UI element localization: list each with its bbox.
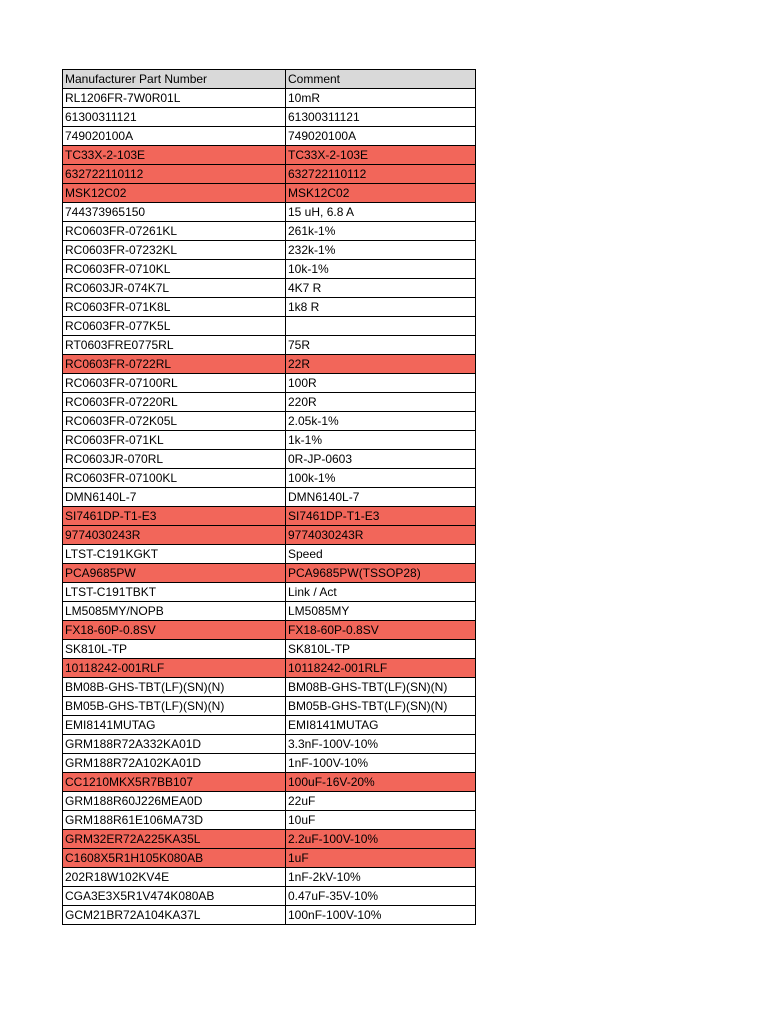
comment-cell[interactable]: 1nF-100V-10% <box>286 754 476 773</box>
part-number-cell[interactable]: EMI8141MUTAG <box>63 716 286 735</box>
comment-cell[interactable]: 10118242-001RLF <box>286 659 476 678</box>
table-row <box>63 317 476 336</box>
table-row <box>63 735 476 754</box>
comment-cell[interactable]: 2.05k-1% <box>286 412 476 431</box>
comment-cell[interactable]: 10k-1% <box>286 260 476 279</box>
part-number-cell[interactable]: RC0603FR-072K05L <box>63 412 286 431</box>
table-row <box>63 374 476 393</box>
table-row <box>63 564 476 583</box>
part-number-cell[interactable]: 10118242-001RLF <box>63 659 286 678</box>
part-number-cell[interactable]: 9774030243R <box>63 526 286 545</box>
table-row <box>63 241 476 260</box>
part-number-cell[interactable]: 61300311121 <box>63 108 286 127</box>
comment-cell[interactable]: 22R <box>286 355 476 374</box>
part-number-cell[interactable]: RC0603FR-07100KL <box>63 469 286 488</box>
comment-cell[interactable]: 15 uH, 6.8 A <box>286 203 476 222</box>
part-number-cell[interactable]: RC0603FR-07261KL <box>63 222 286 241</box>
comment-cell[interactable]: Link / Act <box>286 583 476 602</box>
part-number-cell[interactable]: RC0603FR-071K8L <box>63 298 286 317</box>
part-number-cell[interactable]: RT0603FRE0775RL <box>63 336 286 355</box>
comment-cell[interactable]: BM08B-GHS-TBT(LF)(SN)(N) <box>286 678 476 697</box>
comment-cell[interactable]: 61300311121 <box>286 108 476 127</box>
comment-cell[interactable]: 2.2uF-100V-10% <box>286 830 476 849</box>
column-header-comment[interactable]: Comment <box>286 70 476 89</box>
comment-cell[interactable]: FX18-60P-0.8SV <box>286 621 476 640</box>
comment-cell[interactable]: Speed <box>286 545 476 564</box>
comment-cell[interactable]: 100uF-16V-20% <box>286 773 476 792</box>
table-row <box>63 773 476 792</box>
part-number-cell[interactable]: 744373965150 <box>63 203 286 222</box>
part-number-cell[interactable]: SI7461DP-T1-E3 <box>63 507 286 526</box>
comment-cell[interactable]: SK810L-TP <box>286 640 476 659</box>
comment-cell[interactable]: 10mR <box>286 89 476 108</box>
table-row <box>63 222 476 241</box>
header-row <box>63 70 476 89</box>
table-row <box>63 412 476 431</box>
table-row <box>63 146 476 165</box>
table-row <box>63 887 476 906</box>
table-row <box>63 108 476 127</box>
comment-cell[interactable]: 232k-1% <box>286 241 476 260</box>
part-number-cell[interactable]: CC1210MKX5R7BB107 <box>63 773 286 792</box>
parts-sheet <box>62 69 475 925</box>
table-row <box>63 868 476 887</box>
comment-cell[interactable]: 10uF <box>286 811 476 830</box>
table-row <box>63 906 476 925</box>
table-row <box>63 355 476 374</box>
part-number-cell[interactable]: BM08B-GHS-TBT(LF)(SN)(N) <box>63 678 286 697</box>
comment-cell[interactable]: EMI8141MUTAG <box>286 716 476 735</box>
comment-cell[interactable]: 632722110112 <box>286 165 476 184</box>
part-number-cell[interactable]: GRM188R72A102KA01D <box>63 754 286 773</box>
table-row <box>63 469 476 488</box>
table-row <box>63 184 476 203</box>
comment-cell[interactable]: 75R <box>286 336 476 355</box>
part-number-cell[interactable]: GRM188R61E106MA73D <box>63 811 286 830</box>
part-number-cell[interactable]: RC0603FR-077K5L <box>63 317 286 336</box>
part-number-cell[interactable]: LM5085MY/NOPB <box>63 602 286 621</box>
comment-cell[interactable]: 1nF-2kV-10% <box>286 868 476 887</box>
comment-cell[interactable]: 0R-JP-0603 <box>286 450 476 469</box>
part-number-cell[interactable]: RC0603FR-07100RL <box>63 374 286 393</box>
table-row <box>63 697 476 716</box>
comment-cell[interactable]: 100k-1% <box>286 469 476 488</box>
part-number-cell[interactable]: PCA9685PW <box>63 564 286 583</box>
part-number-cell[interactable]: RC0603FR-071KL <box>63 431 286 450</box>
comment-cell[interactable]: BM05B-GHS-TBT(LF)(SN)(N) <box>286 697 476 716</box>
table-row <box>63 165 476 184</box>
table-row <box>63 336 476 355</box>
part-number-cell[interactable]: RC0603JR-070RL <box>63 450 286 469</box>
comment-cell[interactable] <box>286 317 476 336</box>
comment-cell[interactable]: 22uF <box>286 792 476 811</box>
table-row <box>63 621 476 640</box>
comment-cell[interactable]: 749020100A <box>286 127 476 146</box>
table-row <box>63 830 476 849</box>
table-row <box>63 811 476 830</box>
part-number-cell[interactable]: TC33X-2-103E <box>63 146 286 165</box>
table-row <box>63 583 476 602</box>
part-number-cell[interactable]: GRM32ER72A225KA35L <box>63 830 286 849</box>
comment-cell[interactable]: 0.47uF-35V-10% <box>286 887 476 906</box>
comment-cell[interactable]: 220R <box>286 393 476 412</box>
comment-cell[interactable]: SI7461DP-T1-E3 <box>286 507 476 526</box>
table-row <box>63 260 476 279</box>
table-row <box>63 716 476 735</box>
table-row <box>63 640 476 659</box>
comment-cell[interactable]: 4K7 R <box>286 279 476 298</box>
part-number-cell[interactable]: SK810L-TP <box>63 640 286 659</box>
table-row <box>63 127 476 146</box>
part-number-cell[interactable]: DMN6140L-7 <box>63 488 286 507</box>
table-row <box>63 203 476 222</box>
part-number-cell[interactable]: RC0603FR-07220RL <box>63 393 286 412</box>
table-row <box>63 659 476 678</box>
table-row <box>63 298 476 317</box>
part-number-cell[interactable]: LTST-C191KGKT <box>63 545 286 564</box>
part-number-cell[interactable]: GRM188R60J226MEA0D <box>63 792 286 811</box>
part-number-cell[interactable]: BM05B-GHS-TBT(LF)(SN)(N) <box>63 697 286 716</box>
comment-cell[interactable]: 1k8 R <box>286 298 476 317</box>
parts-table-body <box>63 89 476 925</box>
table-row <box>63 450 476 469</box>
table-row <box>63 792 476 811</box>
table-row <box>63 488 476 507</box>
table-row <box>63 507 476 526</box>
part-number-cell[interactable]: RC0603JR-074K7L <box>63 279 286 298</box>
comment-cell[interactable]: 1k-1% <box>286 431 476 450</box>
column-header-part-number[interactable]: Manufacturer Part Number <box>63 70 286 89</box>
comment-cell[interactable]: LM5085MY <box>286 602 476 621</box>
comment-cell[interactable]: 1uF <box>286 849 476 868</box>
comment-cell[interactable]: DMN6140L-7 <box>286 488 476 507</box>
part-number-cell[interactable]: RC0603FR-0710KL <box>63 260 286 279</box>
part-number-cell[interactable]: MSK12C02 <box>63 184 286 203</box>
table-row <box>63 89 476 108</box>
comment-cell[interactable]: TC33X-2-103E <box>286 146 476 165</box>
table-row <box>63 602 476 621</box>
parts-table <box>62 69 476 925</box>
comment-cell[interactable]: 100R <box>286 374 476 393</box>
table-row <box>63 393 476 412</box>
part-number-cell[interactable]: 749020100A <box>63 127 286 146</box>
table-row <box>63 431 476 450</box>
part-number-cell[interactable]: RC0603FR-0722RL <box>63 355 286 374</box>
part-number-cell[interactable]: RL1206FR-7W0R01L <box>63 89 286 108</box>
table-row <box>63 526 476 545</box>
comment-cell[interactable]: PCA9685PW(TSSOP28) <box>286 564 476 583</box>
part-number-cell[interactable]: LTST-C191TBKT <box>63 583 286 602</box>
table-row <box>63 849 476 868</box>
table-row <box>63 754 476 773</box>
part-number-cell[interactable]: C1608X5R1H105K080AB <box>63 849 286 868</box>
comment-cell[interactable]: MSK12C02 <box>286 184 476 203</box>
comment-cell[interactable]: 3.3nF-100V-10% <box>286 735 476 754</box>
table-row <box>63 545 476 564</box>
table-row <box>63 279 476 298</box>
part-number-cell[interactable]: CGA3E3X5R1V474K080AB <box>63 887 286 906</box>
comment-cell[interactable]: 100nF-100V-10% <box>286 906 476 925</box>
part-number-cell[interactable]: RC0603FR-07232KL <box>63 241 286 260</box>
part-number-cell[interactable]: GRM188R72A332KA01D <box>63 735 286 754</box>
part-number-cell[interactable]: FX18-60P-0.8SV <box>63 621 286 640</box>
table-row <box>63 678 476 697</box>
part-number-cell[interactable]: GCM21BR72A104KA37L <box>63 906 286 925</box>
part-number-cell[interactable]: 202R18W102KV4E <box>63 868 286 887</box>
part-number-cell[interactable]: 632722110112 <box>63 165 286 184</box>
comment-cell[interactable]: 261k-1% <box>286 222 476 241</box>
comment-cell[interactable]: 9774030243R <box>286 526 476 545</box>
